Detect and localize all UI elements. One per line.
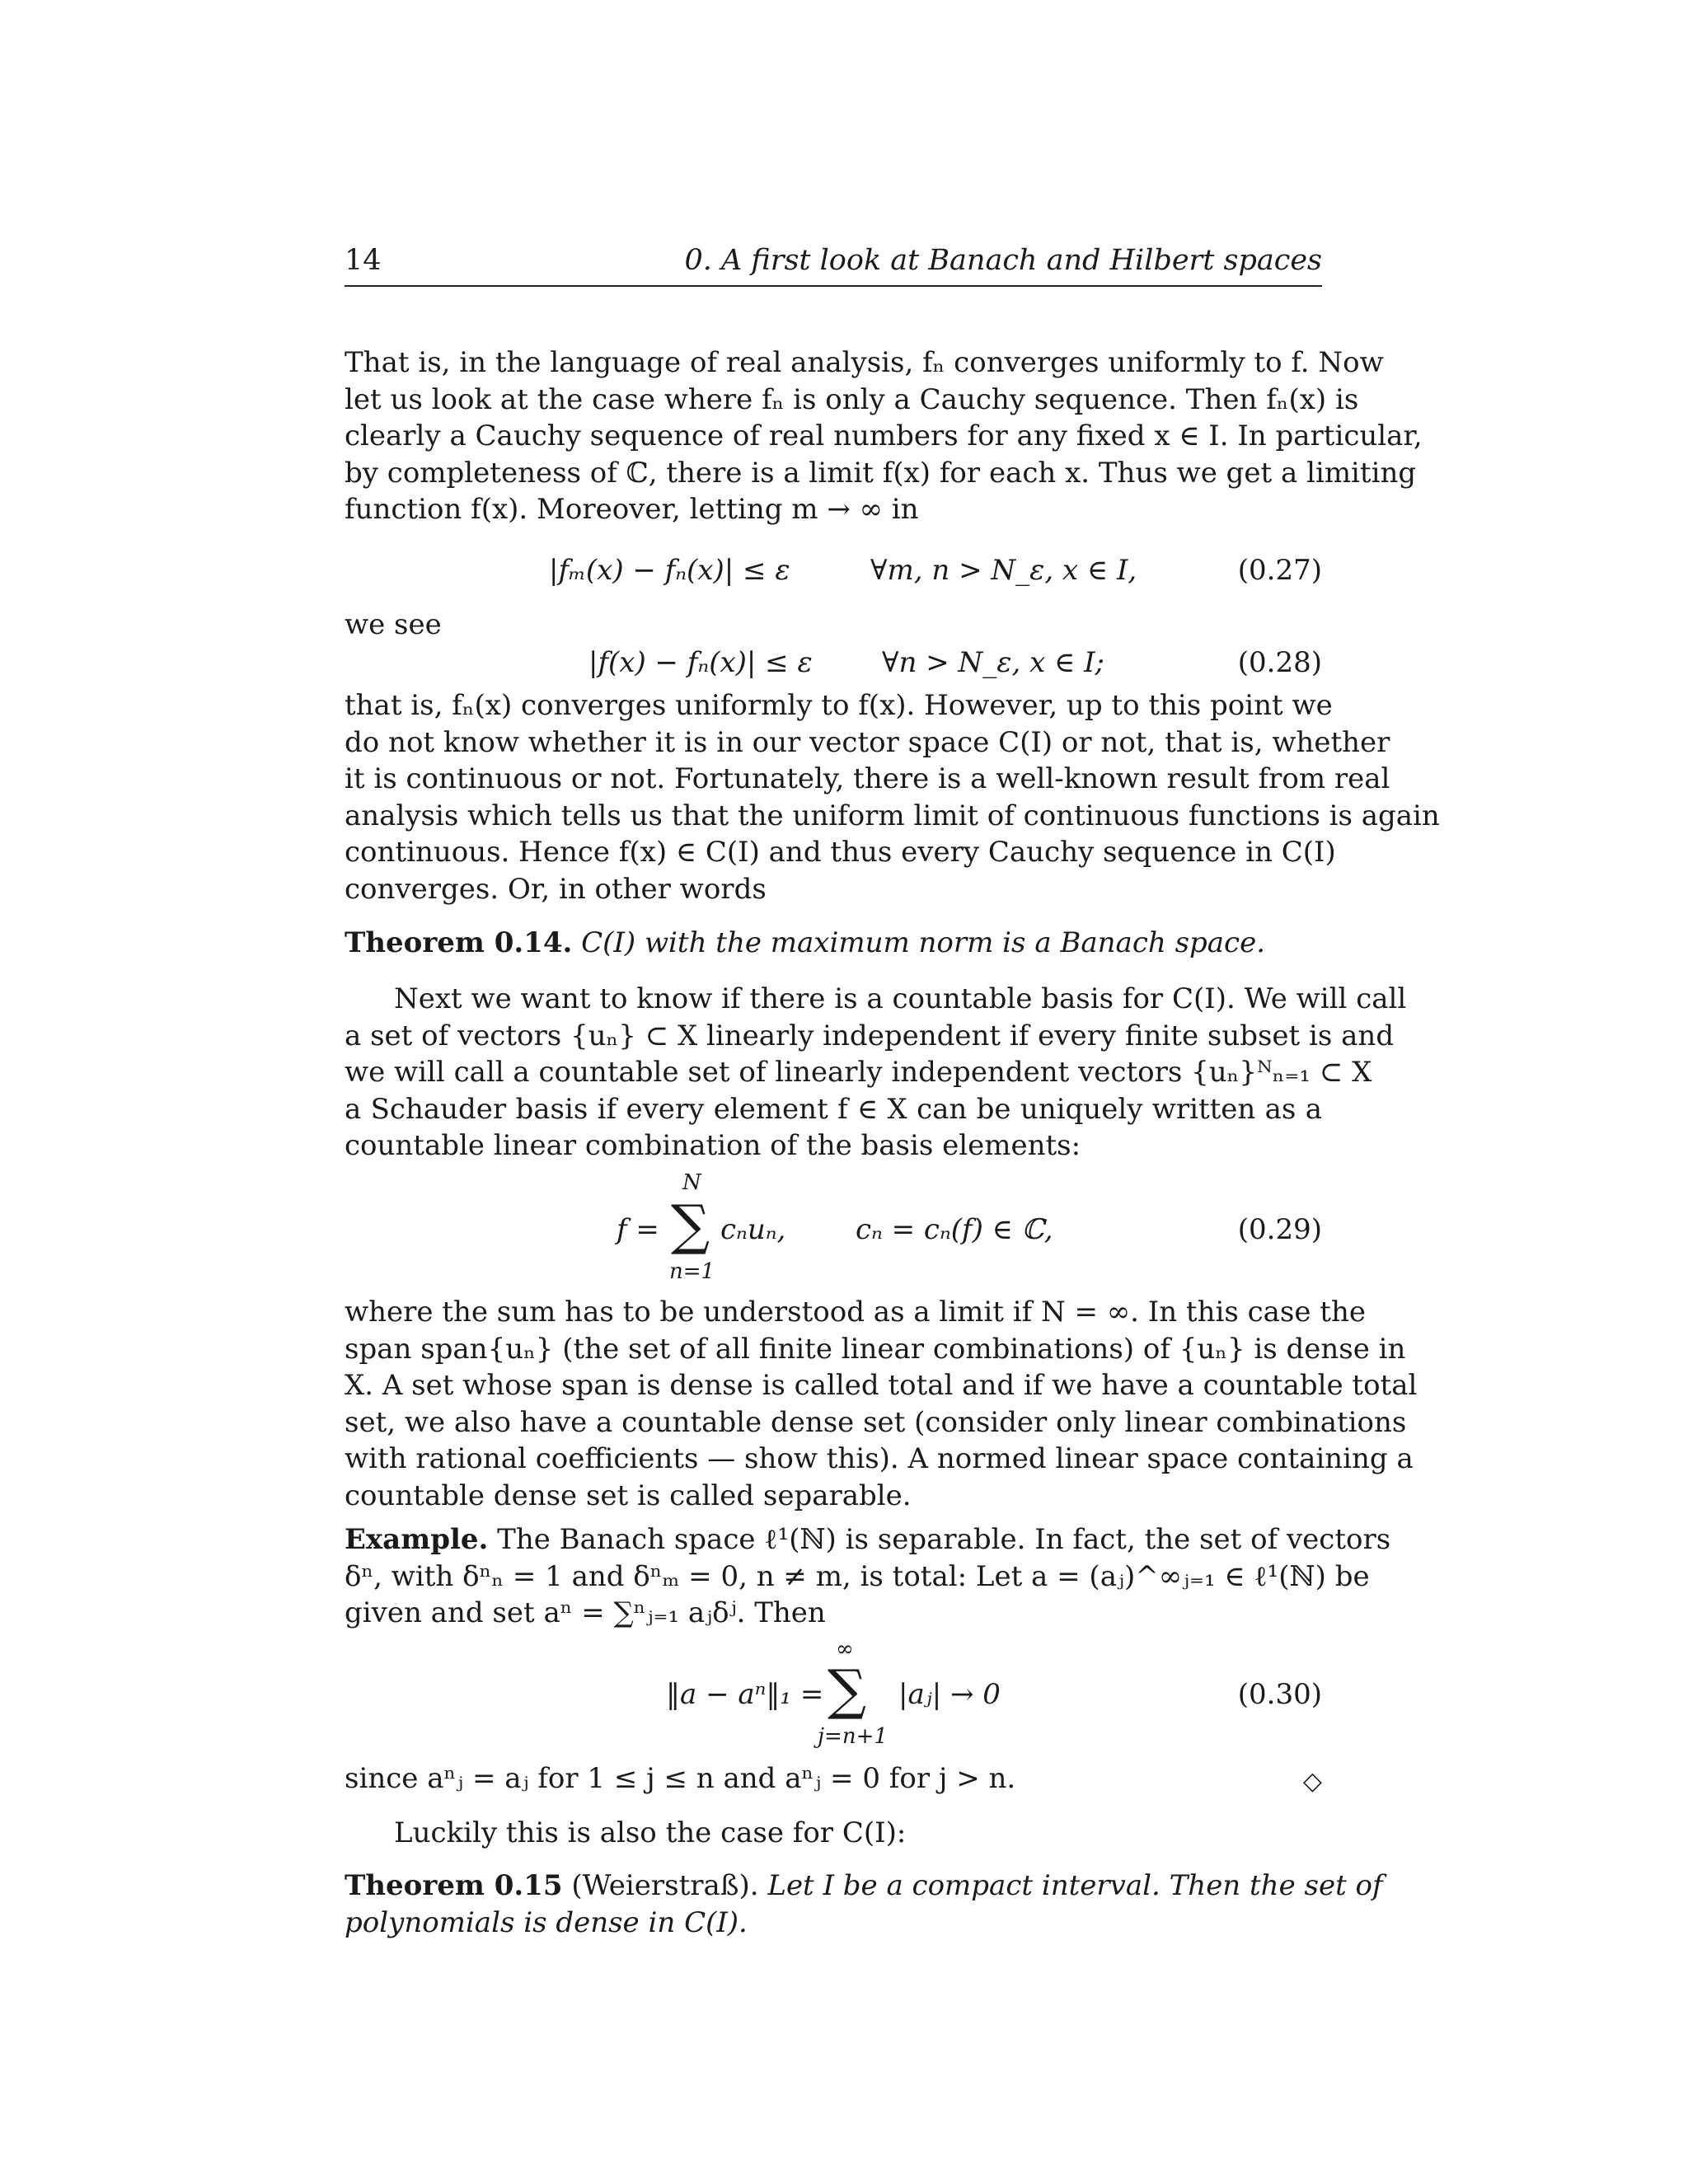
paragraph-completeness bbox=[345, 687, 1440, 907]
text-line: since aⁿⱼ = aⱼ for 1 ≤ j ≤ n and aⁿⱼ = 0 for j > n. bbox=[345, 1762, 1016, 1795]
theorem-heading: Theorem 0.14. bbox=[345, 926, 573, 959]
text-line: continuous. Hence f(x) ∈ C(I) and thus every Cauchy sequence in C(I) bbox=[345, 836, 1336, 869]
equation-0-28 bbox=[345, 646, 1322, 687]
text-line: it is continuous or not. Fortunately, there is a well-known result from real bbox=[345, 762, 1390, 795]
paragraph-uniform-convergence bbox=[345, 344, 1423, 528]
equation-0-27 bbox=[345, 554, 1322, 595]
text-line: where the sum has to be understood as a limit if N = ∞. In this case the bbox=[345, 1296, 1366, 1329]
text-line: by completeness of ℂ, there is a limit f(x) for each x. Thus we get a limiting bbox=[345, 456, 1417, 490]
text-line: we see bbox=[345, 608, 442, 641]
equation-lhs: |f(x) − fₙ(x)| ≤ ε bbox=[588, 646, 813, 679]
equation-number: (0.27) bbox=[1237, 554, 1322, 587]
chapter-title: 0. A first look at Banach and Hilbert spaces bbox=[684, 244, 1322, 277]
text-line: Luckily this is also the case for C(I): bbox=[394, 1816, 907, 1849]
theorem-statement: Let I be a compact interval. Then the set of bbox=[767, 1869, 1383, 1902]
since-line bbox=[345, 1760, 1322, 1797]
text-line: function f(x). Moreover, letting m → ∞ in bbox=[345, 493, 919, 526]
theorem-0-14 bbox=[345, 925, 1322, 962]
text-line: that is, fₙ(x) converges uniformly to f(x). However, up to this point we bbox=[345, 689, 1333, 722]
equation-lhs: ‖a − aⁿ‖₁ = bbox=[666, 1678, 824, 1711]
text-line: countable dense set is called separable. bbox=[345, 1479, 912, 1512]
equation-lhs: f = bbox=[617, 1213, 659, 1246]
text-line: Next we want to know if there is a countable basis for C(I). We will call bbox=[394, 982, 1407, 1015]
paragraph-span-total-separable bbox=[345, 1294, 1418, 1514]
theorem-heading: Theorem 0.15 bbox=[345, 1869, 563, 1902]
sum-upper-limit: ∞ bbox=[836, 1637, 854, 1661]
running-header bbox=[345, 239, 1322, 287]
text-line: do not know whether it is in our vector space C(I) or not, that is, whether bbox=[345, 725, 1390, 759]
paragraph-schauder-basis bbox=[345, 981, 1407, 1165]
equation-number: (0.28) bbox=[1237, 646, 1322, 679]
summation-symbol: ∑ bbox=[671, 1193, 710, 1257]
sum-upper-limit: N bbox=[682, 1170, 701, 1195]
text-line: clearly a Cauchy sequence of real numbers for any fixed x ∈ I. In particular, bbox=[345, 419, 1423, 452]
text-line: converges. Or, in other words bbox=[345, 872, 767, 906]
theorem-statement: polynomials is dense in C(I). bbox=[345, 1905, 748, 1939]
sum-lower-limit: j=n+1 bbox=[818, 1724, 888, 1749]
equation-number: (0.30) bbox=[1237, 1678, 1322, 1711]
equation-lhs: |fₘ(x) − fₙ(x)| ≤ ε bbox=[549, 554, 790, 587]
equation-0-30 bbox=[345, 1635, 1322, 1750]
text-line: δⁿ, with δⁿₙ = 1 and δⁿₘ = 0, n ≠ m, is total: Let a = (aⱼ)^∞ⱼ₌₁ ∈ ℓ¹(ℕ) be bbox=[345, 1559, 1370, 1593]
equation-summand: cₙuₙ, bbox=[720, 1213, 786, 1246]
equation-0-29 bbox=[345, 1170, 1322, 1286]
end-of-example-icon: ◇ bbox=[1302, 1767, 1322, 1796]
summation-symbol: ∑ bbox=[828, 1658, 867, 1722]
example-l1-separable bbox=[345, 1521, 1391, 1632]
text-line: we will call a countable set of linearly independent vectors {uₙ}ᴺₙ₌₁ ⊂ X bbox=[345, 1056, 1372, 1089]
text-line: set, we also have a countable dense set (consider only linear combinations bbox=[345, 1405, 1407, 1439]
text-line: with rational coefficients — show this). A normed linear space containing a bbox=[345, 1442, 1414, 1475]
text-line: a set of vectors {uₙ} ⊂ X linearly independent if every finite subset is and bbox=[345, 1019, 1395, 1052]
theorem-statement: C(I) with the maximum norm is a Banach space. bbox=[581, 926, 1266, 959]
example-heading: Example. bbox=[345, 1523, 489, 1556]
equation-rhs: ∀n > N_ε, x ∈ I; bbox=[882, 646, 1104, 679]
luckily-line bbox=[345, 1815, 1322, 1852]
sum-lower-limit: n=1 bbox=[669, 1259, 715, 1284]
text-line: given and set aⁿ = ∑ⁿⱼ₌₁ aⱼδʲ. Then bbox=[345, 1596, 826, 1629]
theorem-attribution: (Weierstraß). bbox=[571, 1869, 759, 1902]
text-line: span span{uₙ} (the set of all finite linear combinations) of {uₙ} is dense in bbox=[345, 1332, 1406, 1366]
page-number: 14 bbox=[345, 244, 382, 277]
text-line: let us look at the case where fₙ is only a Cauchy sequence. Then fₙ(x) is bbox=[345, 382, 1359, 416]
equation-rhs: ∀m, n > N_ε, x ∈ I, bbox=[870, 554, 1137, 587]
we-see-text bbox=[345, 607, 1322, 644]
equation-number: (0.29) bbox=[1237, 1213, 1322, 1246]
example-text: The Banach space ℓ¹(ℕ) is separable. In fact, the set of vectors bbox=[497, 1523, 1391, 1556]
text-line: countable linear combination of the basis elements: bbox=[345, 1129, 1081, 1162]
equation-rhs: cₙ = cₙ(f) ∈ ℂ, bbox=[856, 1213, 1053, 1246]
theorem-0-15 bbox=[345, 1868, 1383, 1941]
text-line: a Schauder basis if every element f ∈ X can be uniquely written as a bbox=[345, 1092, 1322, 1126]
equation-summand: |aⱼ| → 0 bbox=[898, 1678, 1001, 1711]
text-line: X. A set whose span is dense is called total and if we have a countable total bbox=[345, 1369, 1418, 1402]
text-line: analysis which tells us that the uniform limit of continuous functions is again bbox=[345, 799, 1440, 832]
text-line: That is, in the language of real analysis, fₙ converges uniformly to f. Now bbox=[345, 346, 1384, 379]
